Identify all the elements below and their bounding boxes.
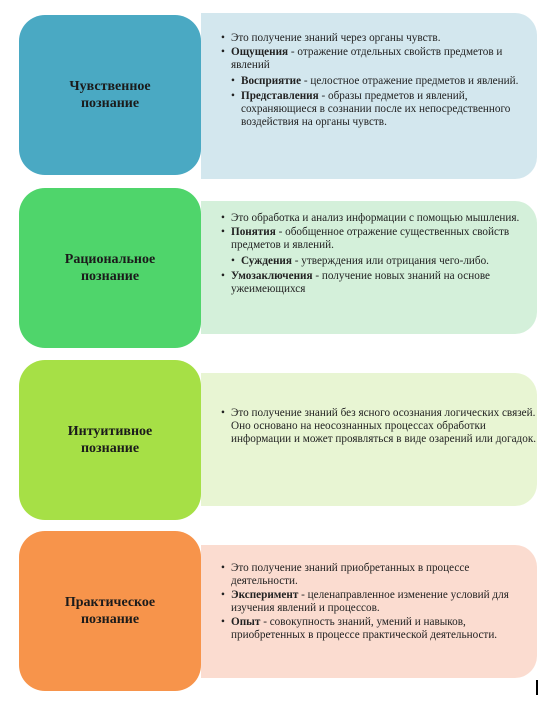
text-cursor: [536, 680, 538, 695]
item-text: - образы предметов и явлений, сохраняющиеся в сознании после их непосредственного воздействия на органы чувств.: [241, 90, 511, 128]
sensory-cognition-description: [201, 13, 537, 179]
item-term: Суждения: [241, 255, 292, 267]
item-text: - целостное отражение предметов и явлений.: [301, 75, 519, 87]
sensory-cognition-box: [19, 15, 201, 175]
item-term: Представления: [241, 90, 319, 102]
item-term: Восприятие: [241, 75, 302, 87]
item-text: - обобщенное отражение существенных свойств предметов и явлений.: [231, 226, 510, 251]
title-line: Чувственное: [69, 79, 151, 94]
item-term: Эксперимент: [231, 589, 299, 601]
item-text: Это получение знаний через органы чувств.: [231, 32, 441, 44]
title-line: познание: [80, 441, 140, 456]
item-text: - отражение отдельных свойств предметов и явлений: [231, 46, 503, 71]
title-line: познание: [80, 269, 140, 284]
list-item: [201, 226, 537, 268]
list-item: [201, 589, 537, 615]
title-line: Рациональное: [64, 252, 156, 267]
intuitive-cognition-description: [201, 373, 537, 506]
item-text: - утверждения или отрицания чего-либо.: [291, 255, 489, 267]
list-subitem: [231, 255, 537, 268]
rational-cognition-title: [65, 251, 155, 285]
list-item: [201, 46, 537, 129]
list-item: [201, 616, 537, 642]
rational-cognition-box: [19, 188, 201, 348]
rational-cognition-description: [201, 201, 537, 334]
item-text: - целенаправленное изменение условий для изучения явлений и процессов.: [231, 589, 509, 614]
item-term: Опыт: [231, 616, 261, 628]
intuitive-cognition-box: [19, 360, 201, 520]
item-text: - получение новых знаний на основе ужеимеющихся: [231, 270, 491, 295]
item-term: Понятия: [231, 226, 276, 238]
item-text: Это обработка и анализ информации с помощью мышления.: [231, 212, 520, 224]
practical-cognition-description: [201, 545, 537, 678]
list-subitem: [231, 75, 537, 88]
sensory-cognition-title: [69, 78, 150, 112]
item-text: Это получение знаний приобретанных в процессе деятельности.: [231, 562, 470, 587]
list-item: [201, 562, 537, 588]
item-term: Умозаключения: [231, 270, 313, 282]
title-line: Интуитивное: [67, 424, 153, 439]
title-line: познание: [80, 612, 140, 627]
practical-cognition-box: [19, 531, 201, 691]
list-subitem: [231, 90, 537, 129]
practical-cognition-title: [65, 594, 155, 628]
list-item: [201, 407, 537, 446]
list-item: [201, 32, 537, 45]
list-item: [201, 212, 537, 225]
item-text: - совокупность знаний, умений и навыков, приобретенных в процессе практической деятельности.: [231, 616, 498, 641]
item-term: Ощущения: [231, 46, 289, 58]
list-item: [201, 270, 537, 296]
title-line: познание: [80, 96, 140, 111]
title-line: Практическое: [64, 595, 156, 610]
item-text: Это получение знаний без ясного осознания логических связей. Оно основано на неосознанных процессах обработки информации и может проявляться в виде озарений или догадок.: [231, 407, 537, 445]
intuitive-cognition-title: [68, 423, 153, 457]
